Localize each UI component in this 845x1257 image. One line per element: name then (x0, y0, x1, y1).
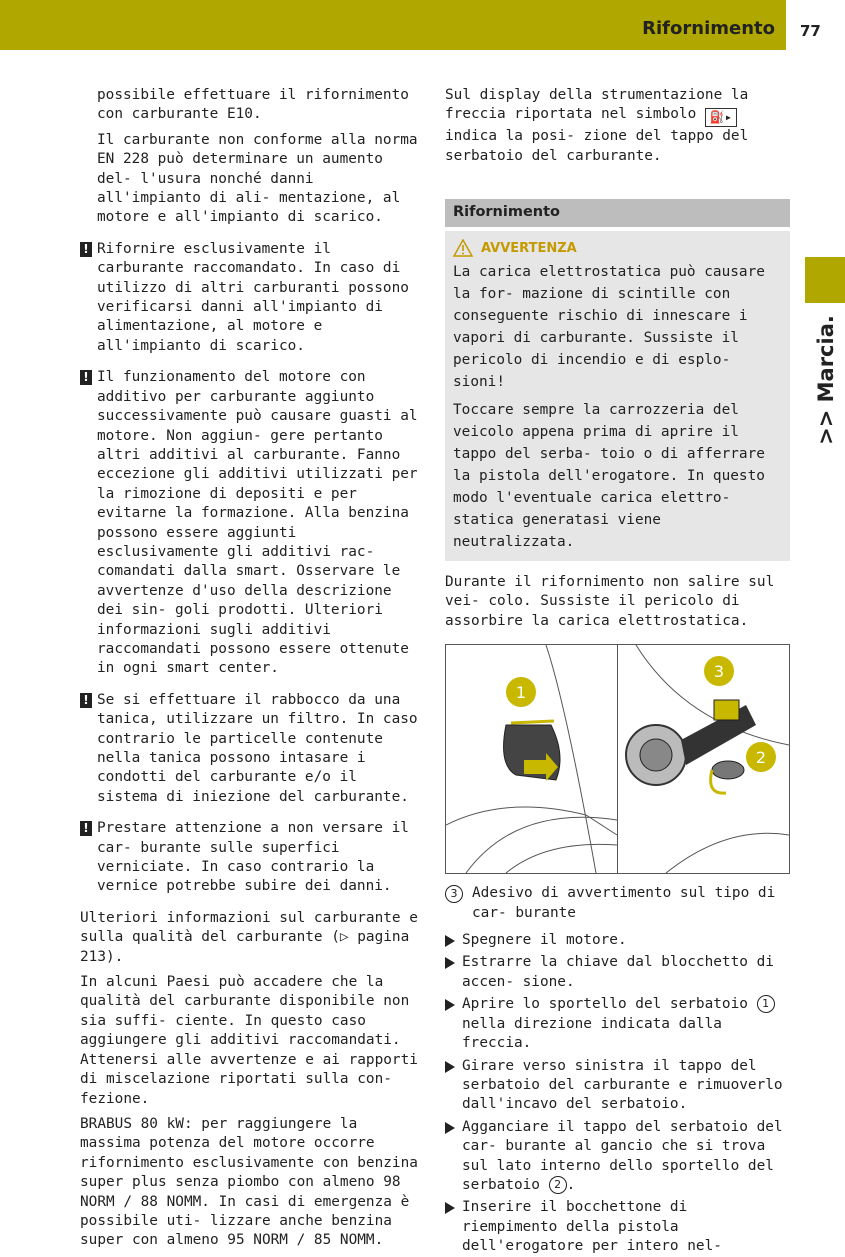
text-span: Sul display della strumentazione la freccia riportata nel simbolo (445, 87, 749, 123)
figure-legend (445, 884, 790, 923)
warning-box (445, 231, 790, 561)
paragraph: Il carburante non conforme alla norma EN 228 può determinare un aumento del- l'usura nonché danni all'impianto di ali- mentazione, al motore e all'impianto di scarico. (97, 131, 418, 226)
page-number: 77 (800, 22, 821, 40)
exclamation-icon: ! (80, 242, 92, 257)
text-span: . (566, 1176, 576, 1193)
instruction-step (445, 1057, 790, 1115)
text-span: Agganciare il tappo del serbatoio del car- burante al gancio che si trova sul lato interno dello sportello del serbatoio (462, 1118, 783, 1193)
caution-note (80, 819, 423, 897)
warning-triangle-icon (453, 239, 473, 257)
step-text: Estrarre la chiave dal blocchetto di accen- sione. (462, 954, 774, 990)
caution-text: Se si effettuare il rabbocco da una tanica, utilizzare un filtro. In caso contrario le particelle contenute nella tanica possono intasare i condotti del carburante e/o il sistema di iniezione del carburante. (97, 691, 418, 805)
text-span: nella direzione indicata dalla freccia. (462, 1015, 722, 1052)
caution-note (80, 368, 423, 679)
step-text: Girare verso sinistra il tappo del serbatoio del carburante e rimuoverlo dall'incavo del serbatoio. (462, 1057, 783, 1113)
instruction-step (445, 995, 790, 1053)
left-column (80, 86, 423, 1251)
paragraph: possibile effettuare il rifornimento con carburante E10. (97, 87, 409, 123)
instruction-step (445, 1198, 790, 1256)
exclamation-icon: ! (80, 370, 92, 385)
warning-text: Toccare sempre la carrozzeria del veicolo appena prima di aprire il tappo del serba- toio o di afferrare la pistola dell'erogatore. In questo modo l'eventuale carica elettro- statica generatasi viene neutralizzata. (453, 402, 765, 551)
caution-note (80, 240, 423, 356)
callout-number: 3 (445, 885, 463, 903)
step-arrow-icon (445, 935, 455, 947)
text-span: Aprire lo sportello del serbatoio (462, 996, 748, 1013)
step-text: Spegnere il motore. (462, 932, 627, 949)
step-arrow-icon (445, 999, 455, 1011)
paragraph: In alcuni Paesi può accadere che la qualità del carburante disponibile non sia suffi- ciente. In questo caso aggiungere gli additivi raccomandati. Attenersi alle avvertenze e ai rapporti di miscelazione riportati sulla con- fezione. (80, 974, 418, 1107)
instruction-step (445, 1118, 790, 1196)
step-text (462, 995, 790, 1053)
caution-text: Rifornire esclusivamente il carburante raccomandato. In caso di utilizzo di altri carburanti possono verificarsi danni all'impianto di alimentazione, al motore e all'impianto di scarico. (97, 240, 409, 354)
caution-text: Prestare attenzione a non versare il car- burante sulle superfici verniciate. In caso contrario la vernice potrebbe subire dei danni. (97, 820, 409, 895)
callout-3: 3 (713, 662, 725, 682)
step-arrow-icon (445, 957, 455, 969)
paragraph: Ulteriori informazioni sul carburante e sulla qualità del carburante (▷ pagina 213). (80, 909, 418, 965)
exclamation-icon: ! (80, 821, 92, 836)
callout-1: 1 (515, 683, 527, 703)
chapter-tab (805, 257, 845, 303)
step-arrow-icon (445, 1202, 455, 1214)
instruction-step (445, 931, 790, 950)
warning-header (453, 239, 782, 258)
fuel-door-illustration (445, 644, 790, 874)
legend-text: Adesivo di avvertimento sul tipo di car- burante (472, 885, 776, 921)
caution-text: Il funzionamento del motore con additivo per carburante aggiunto successivamente può causare guasti al motore. Non aggiun- gere pertanto altri additivi al carburante. Fanno eccezione gli additivi utilizzati per la rimozione di depositi e per evitarne la formazione. Alla benzina possono essere aggiunti esclusivamente gli additivi rac- comandati dalla smart. Osservare le avvertenze d'uso della descrizione dei sin- goli prodotti. Ulteriori informazioni sugli additivi raccomandati possono essere ottenute in ogni smart center. (97, 369, 418, 677)
exclamation-icon: ! (80, 693, 92, 708)
warning-text: La carica elettrostatica può causare la for- mazione di scintille con conseguente rischio di innescare i vapori di carburante. Sussiste il pericolo di incendio e di esplo- sioni! (453, 264, 765, 391)
step-text (462, 1118, 790, 1196)
callout-number: 2 (549, 1176, 567, 1194)
callout-2: 2 (755, 748, 767, 768)
section-title: Rifornimento (445, 199, 790, 226)
step-arrow-icon (445, 1061, 455, 1073)
panel-divider (617, 645, 618, 873)
paragraph: BRABUS 80 kW: per raggiungere la massima potenza del motore occorre rifornimento esclusivamente con benzina super plus senza piombo con almeno 98 NORM / 88 NOMM. In casi di emergenza è possibile uti- lizzare anche benzina super con almeno 95 NORM / 85 NOMM. (80, 1115, 418, 1249)
fuel-pump-icon: ⛽▸ (705, 108, 737, 127)
paragraph: Durante il rifornimento non salire sul vei- colo. Sussiste il pericolo di assorbire la carica elettrostatica. (445, 574, 775, 629)
text-span: indica la posi- zione del tappo del serbatoio del carburante. (445, 128, 749, 164)
warning-title: AVVERTENZA (481, 240, 577, 256)
caution-note (80, 691, 423, 807)
chapter-label: >> Marcia. (814, 315, 838, 445)
header-separator (786, 0, 789, 50)
page-title: Rifornimento (642, 18, 775, 39)
right-column (445, 86, 790, 1257)
step-arrow-icon (445, 1122, 455, 1134)
instruction-step (445, 953, 790, 992)
step-text: Inserire il bocchettone di riempimento della pistola dell'erogatore per intero nel- (462, 1199, 722, 1255)
callout-number: 1 (757, 995, 775, 1013)
paragraph (445, 86, 790, 166)
